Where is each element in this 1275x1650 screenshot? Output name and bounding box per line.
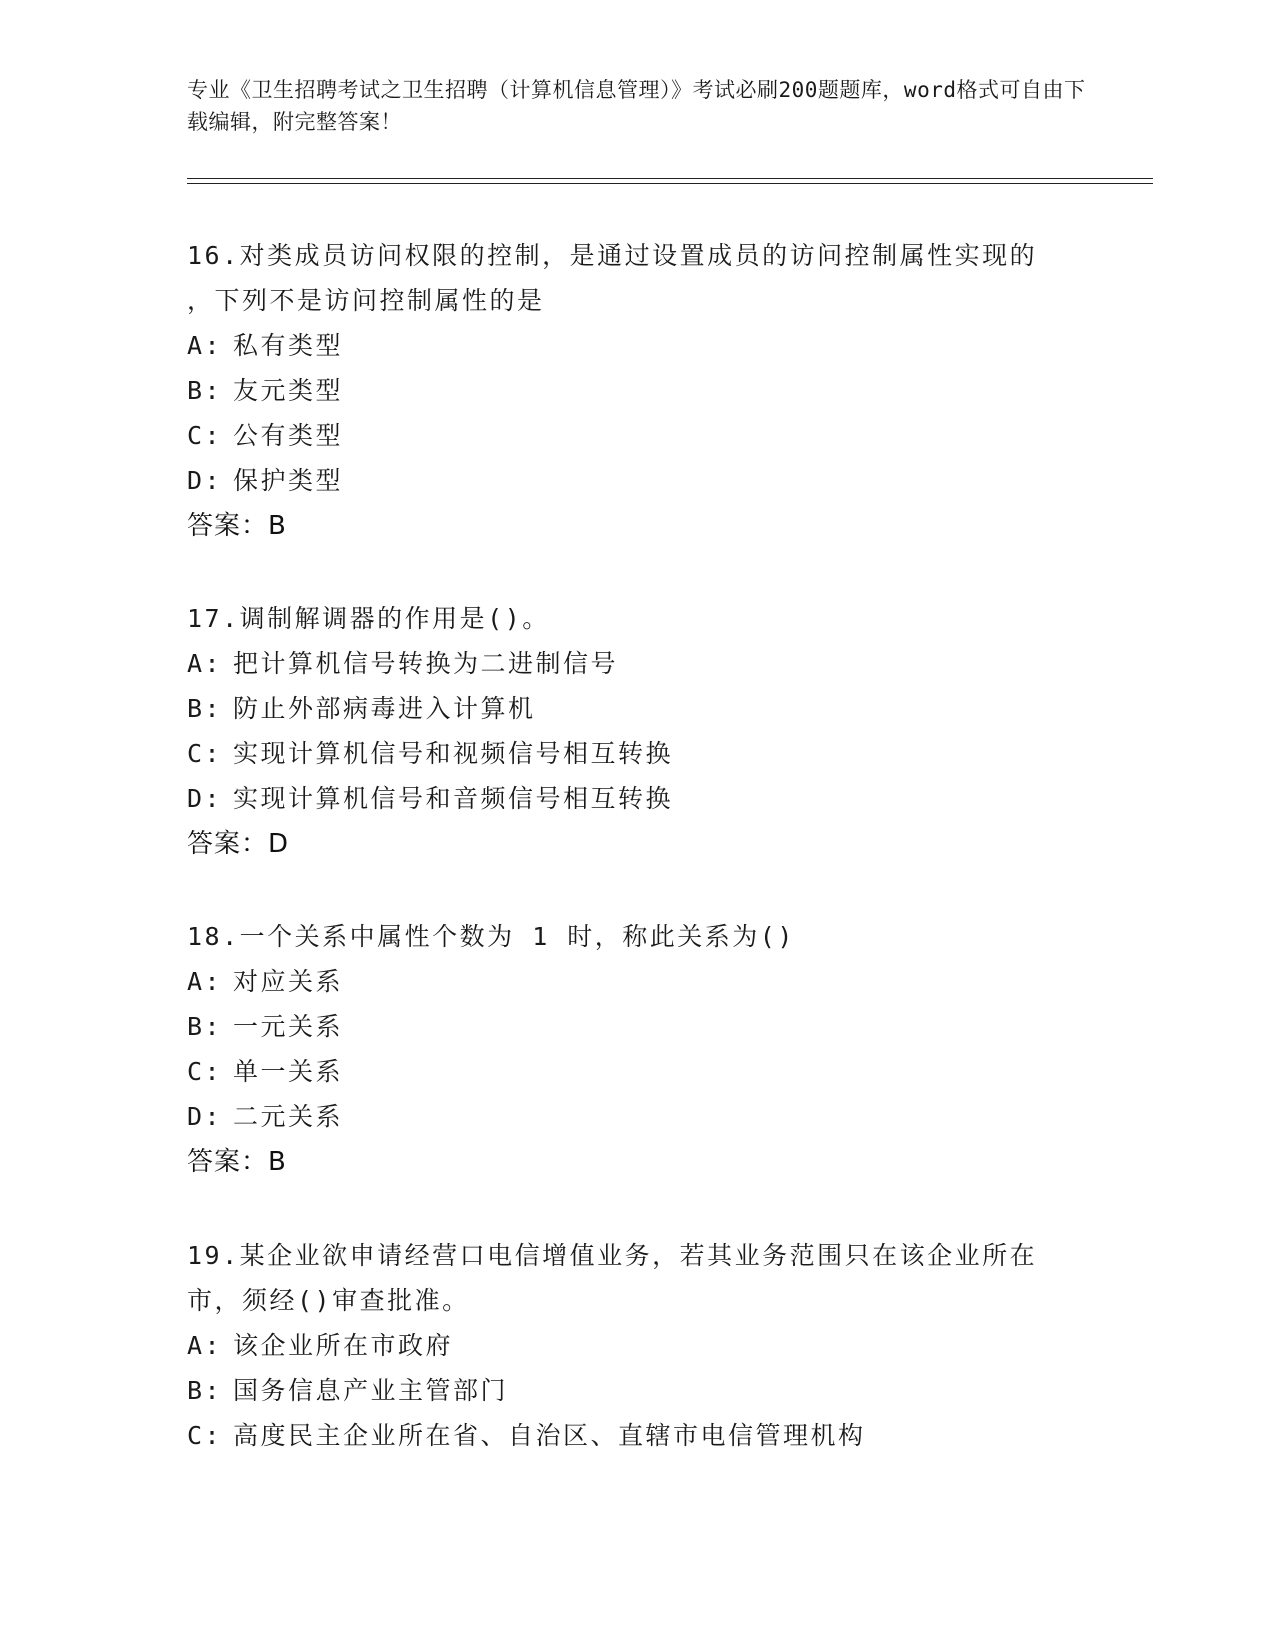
option-letter: A: (187, 1331, 223, 1360)
option-text: 实现计算机信号和视频信号相互转换 (233, 739, 674, 768)
option-b (187, 368, 1087, 413)
option-text: 对应关系 (233, 967, 344, 996)
option-letter: A: (187, 967, 223, 996)
option-letter: C: (187, 1057, 223, 1086)
option-d (187, 458, 1087, 503)
option-text: 友元类型 (233, 376, 344, 405)
option-letter: B: (187, 1012, 223, 1041)
option-letter: B: (187, 694, 223, 723)
option-a (187, 1323, 1087, 1368)
question-stem-line: 17.调制解调器的作用是()。 (187, 604, 550, 633)
option-text: 防止外部病毒进入计算机 (233, 694, 536, 723)
option-b (187, 1004, 1087, 1049)
option-b (187, 686, 1087, 731)
question-stem-line: 18.一个关系中属性个数为 1 时，称此关系为() (187, 922, 795, 951)
option-letter: C: (187, 739, 223, 768)
option-c (187, 413, 1087, 458)
question-18 (187, 914, 1087, 1185)
option-d (187, 1094, 1087, 1139)
option-text: 二元关系 (233, 1102, 344, 1131)
option-a (187, 323, 1087, 368)
answer-line: 答案：D (187, 829, 290, 859)
option-text: 私有类型 (233, 331, 344, 360)
option-text: 把计算机信号转换为二进制信号 (233, 649, 619, 678)
option-c (187, 1413, 1087, 1458)
option-text: 一元关系 (233, 1012, 344, 1041)
question-stem-line: ，下列不是访问控制属性的是 (187, 286, 545, 315)
document-header: 专业《卫生招聘考试之卫生招聘（计算机信息管理）》考试必刷200题题库，word格式可自由下载编辑，附完整答案！ (187, 78, 1086, 134)
option-text: 实现计算机信号和音频信号相互转换 (233, 784, 674, 813)
question-stem-line: 16.对类成员访问权限的控制，是通过设置成员的访问控制属性实现的 (187, 241, 1038, 270)
option-letter: A: (187, 649, 223, 678)
option-text: 该企业所在市政府 (233, 1331, 454, 1360)
header-divider-top (187, 178, 1153, 179)
option-letter: C: (187, 1421, 223, 1450)
option-letter: B: (187, 1376, 223, 1405)
question-stem-line: 市，须经()审查批准。 (187, 1286, 470, 1315)
header-divider-bottom (187, 183, 1153, 184)
option-text: 单一关系 (233, 1057, 344, 1086)
option-c (187, 1049, 1087, 1094)
option-text: 国务信息产业主管部门 (233, 1376, 509, 1405)
option-a (187, 641, 1087, 686)
option-letter: A: (187, 331, 223, 360)
answer-line: 答案：B (187, 1147, 287, 1177)
option-b (187, 1368, 1087, 1413)
option-d (187, 776, 1087, 821)
question-17 (187, 596, 1087, 867)
option-letter: D: (187, 466, 223, 495)
option-text: 高度民主企业所在省、自治区、直辖市电信管理机构 (233, 1421, 866, 1450)
question-19 (187, 1233, 1087, 1458)
answer-line: 答案：B (187, 511, 287, 541)
option-text: 公有类型 (233, 421, 344, 450)
option-letter: D: (187, 1102, 223, 1131)
question-16 (187, 233, 1087, 549)
option-c (187, 731, 1087, 776)
option-letter: D: (187, 784, 223, 813)
option-text: 保护类型 (233, 466, 344, 495)
question-stem-line: 19.某企业欲申请经营口电信增值业务，若其业务范围只在该企业所在 (187, 1241, 1038, 1270)
option-a (187, 959, 1087, 1004)
option-letter: C: (187, 421, 223, 450)
option-letter: B: (187, 376, 223, 405)
